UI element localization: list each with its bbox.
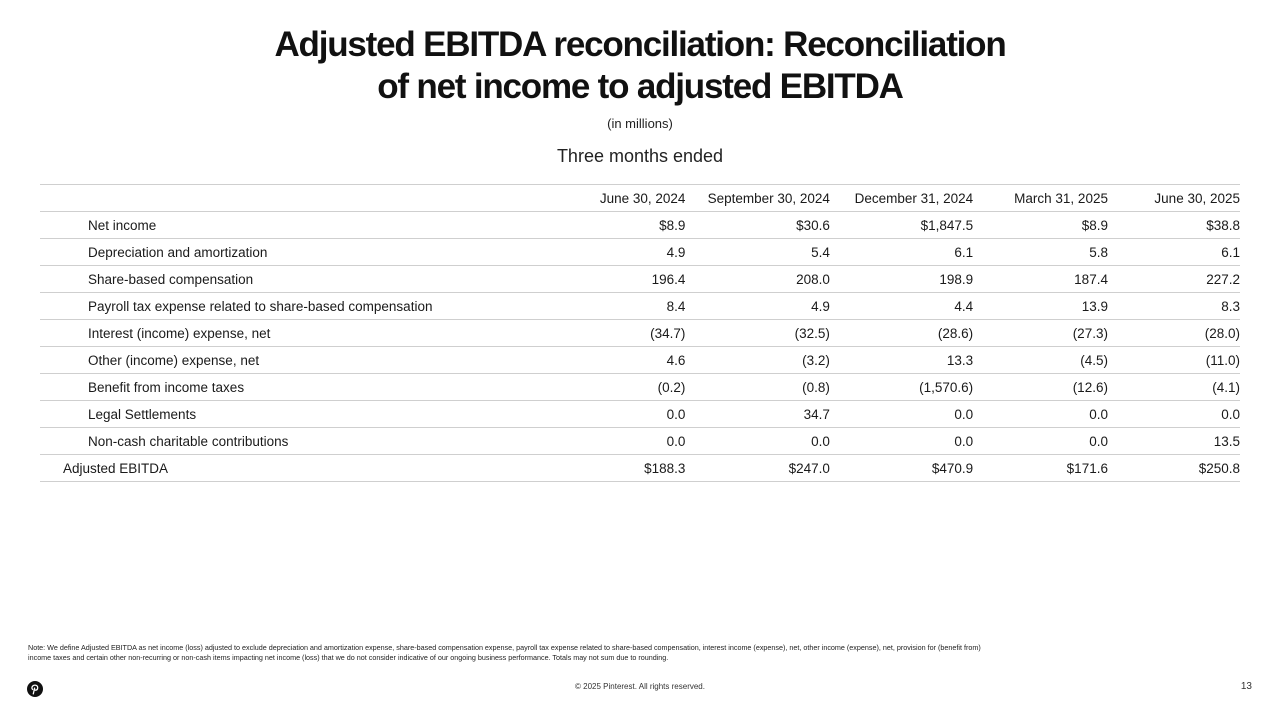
column-header: September 30, 2024 <box>685 185 830 212</box>
period-heading: Three months ended <box>556 146 724 166</box>
cell-value: (1,570.6) <box>830 374 973 401</box>
header-label-cell <box>40 185 553 212</box>
table-row <box>40 239 1240 266</box>
row-label: Legal Settlements <box>40 401 553 428</box>
cell-value: $470.9 <box>830 455 973 482</box>
cell-value: 4.9 <box>685 293 830 320</box>
cell-value: 4.4 <box>830 293 973 320</box>
cell-value: 0.0 <box>973 401 1108 428</box>
table-row <box>40 347 1240 374</box>
column-header: December 31, 2024 <box>830 185 973 212</box>
row-label: Net income <box>40 212 553 239</box>
cell-value: (28.0) <box>1108 320 1240 347</box>
copyright-text: © 2025 Pinterest. All rights reserved. <box>575 682 705 691</box>
cell-value: 13.9 <box>973 293 1108 320</box>
cell-value: $30.6 <box>685 212 830 239</box>
column-header: March 31, 2025 <box>973 185 1108 212</box>
table-row <box>40 320 1240 347</box>
cell-value: (4.5) <box>973 347 1108 374</box>
cell-value: $8.9 <box>553 212 685 239</box>
cell-value: 8.3 <box>1108 293 1240 320</box>
slide-title <box>0 24 1280 108</box>
footnote: Note: We define Adjusted EBITDA as net income (loss) adjusted to exclude depreciation and amortization expense, share-based compensation expense, payroll tax expense related to share-based compensation, interest income (expense), net, other income (expense), net, provision for (benefit from) income taxes and certain other non-recurring or non-cash items impacting net income (loss) that we do not consider indicative of our ongoing business performance. Totals may not sum due to rounding. <box>28 643 981 662</box>
table-header-row <box>40 185 1240 212</box>
cell-value: 4.6 <box>553 347 685 374</box>
cell-value: (27.3) <box>973 320 1108 347</box>
table-row <box>40 212 1240 239</box>
table-row <box>40 428 1240 455</box>
cell-value: 0.0 <box>830 401 973 428</box>
cell-value: (12.6) <box>973 374 1108 401</box>
cell-value: 208.0 <box>685 266 830 293</box>
row-label: Adjusted EBITDA <box>40 455 553 482</box>
cell-value: (3.2) <box>685 347 830 374</box>
table-row <box>40 374 1240 401</box>
cell-value: 0.0 <box>685 428 830 455</box>
total-row <box>40 455 1240 482</box>
cell-value: 0.0 <box>553 428 685 455</box>
row-label: Non-cash charitable contributions <box>40 428 553 455</box>
units-subtitle: (in millions) <box>607 116 673 131</box>
cell-value: $250.8 <box>1108 455 1240 482</box>
cell-value: $1,847.5 <box>830 212 973 239</box>
cell-value: 8.4 <box>553 293 685 320</box>
cell-value: (11.0) <box>1108 347 1240 374</box>
cell-value: $8.9 <box>973 212 1108 239</box>
cell-value: 6.1 <box>830 239 973 266</box>
reconciliation-table <box>40 184 1240 482</box>
cell-value: (0.2) <box>553 374 685 401</box>
row-label: Other (income) expense, net <box>40 347 553 374</box>
row-label: Benefit from income taxes <box>40 374 553 401</box>
cell-value: 198.9 <box>830 266 973 293</box>
table-row <box>40 293 1240 320</box>
title-line-2: of net income to adjusted EBITDA <box>377 67 903 106</box>
cell-value: 0.0 <box>973 428 1108 455</box>
cell-value: (28.6) <box>830 320 973 347</box>
row-label: Interest (income) expense, net <box>40 320 553 347</box>
cell-value: 0.0 <box>830 428 973 455</box>
cell-value: $171.6 <box>973 455 1108 482</box>
row-label: Payroll tax expense related to share-based compensation <box>40 293 553 320</box>
cell-value: 6.1 <box>1108 239 1240 266</box>
row-label: Depreciation and amortization <box>40 239 553 266</box>
cell-value: $247.0 <box>685 455 830 482</box>
column-header: June 30, 2024 <box>553 185 685 212</box>
cell-value: 227.2 <box>1108 266 1240 293</box>
cell-value: 13.5 <box>1108 428 1240 455</box>
table-row <box>40 401 1240 428</box>
table-row <box>40 266 1240 293</box>
column-header: June 30, 2025 <box>1108 185 1240 212</box>
cell-value: (34.7) <box>553 320 685 347</box>
cell-value: 0.0 <box>553 401 685 428</box>
page-number: 13 <box>1240 681 1252 692</box>
cell-value: 196.4 <box>553 266 685 293</box>
title-line-1: Adjusted EBITDA reconciliation: Reconciliation <box>274 25 1006 64</box>
cell-value: $188.3 <box>553 455 685 482</box>
cell-value: 34.7 <box>685 401 830 428</box>
cell-value: 13.3 <box>830 347 973 374</box>
cell-value: 5.4 <box>685 239 830 266</box>
row-label: Share-based compensation <box>40 266 553 293</box>
cell-value: $38.8 <box>1108 212 1240 239</box>
cell-value: (0.8) <box>685 374 830 401</box>
cell-value: 5.8 <box>973 239 1108 266</box>
cell-value: (32.5) <box>685 320 830 347</box>
cell-value: 4.9 <box>553 239 685 266</box>
cell-value: 0.0 <box>1108 401 1240 428</box>
cell-value: 187.4 <box>973 266 1108 293</box>
cell-value: (4.1) <box>1108 374 1240 401</box>
